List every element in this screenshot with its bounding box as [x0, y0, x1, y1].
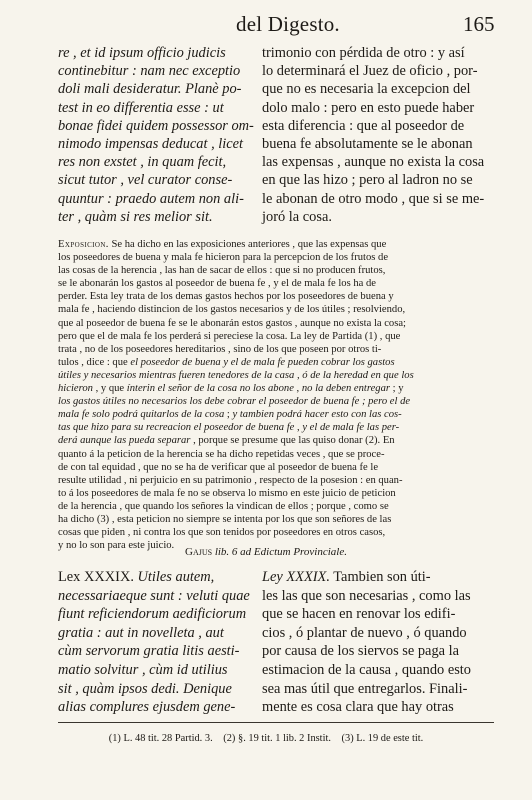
exposicion-line — [58, 421, 496, 434]
spanish-line: joró la cosa. — [262, 208, 332, 225]
exposicion-line — [58, 526, 496, 539]
exposicion-line — [58, 356, 496, 369]
exposicion-run: Se ha dicho en las exposiciones anteriores , que las expensas que — [108, 239, 387, 250]
spanish-line: le abonan de otro modo , que si se me- — [262, 190, 485, 207]
exposicion-run: que al poseedor de buena fe se le abonarán estos gastos , aunque no exista la cosa; — [58, 317, 407, 329]
spanish-line: cios , ó plantar de nuevo , ó quando — [262, 624, 467, 641]
source-author: Gajus — [185, 546, 213, 558]
latin-line: re , et id ipsum officio judicis — [58, 45, 226, 61]
exposicion-line — [58, 303, 496, 316]
exposicion-line — [58, 277, 496, 290]
exposicion-italic-run: ínterin el señor de la cosa no los abone — [126, 383, 294, 395]
running-title: del Digesto. — [236, 12, 340, 36]
exposicion-run: pero que el de mala fe los perderá si pereciese la cosa. La ley de Partida (1) , que — [58, 330, 401, 342]
exposicion-run: cosas que piden , ni contra los que son tenidos por poseedores en otros casos, — [58, 527, 386, 539]
exposicion-run: los poseedores de buena y mala fe hicieron para la percepcion de los frutos de — [58, 252, 389, 264]
spanish-text-top — [262, 44, 492, 226]
spanish-line: las expensas , aunque no exista la cosa — [262, 154, 485, 171]
exposicion-line — [58, 461, 496, 474]
latin-text-bottom — [58, 568, 263, 717]
exposicion-line — [58, 238, 496, 251]
exposicion-run: y no lo son para este juicio. — [58, 540, 175, 552]
exposicion-italic-run: hicieron — [58, 383, 93, 395]
exposicion-line — [58, 448, 496, 461]
footnote: (2) §. 19 tit. 1 lib. 2 Instit. — [223, 733, 331, 744]
latin-line: bonae fidei quidem possessor om- — [58, 117, 254, 134]
spanish-law-heading-line — [262, 568, 494, 587]
latin-text-top — [58, 44, 254, 226]
exposicion-line — [58, 251, 496, 264]
latin-line: test in eo differentia esse : ut — [58, 99, 224, 116]
latin-line: res non exstet , in quam fecit, — [58, 154, 227, 171]
spanish-line: Tambien son úti- — [329, 569, 431, 585]
exposicion-run: mala fe , haciendo distincion de los gastos necesarios y de los útiles ; resolviendo, — [58, 304, 406, 316]
spanish-line: les las que son necesarias , como las — [262, 587, 471, 604]
exposicion-label: Exposicion. — [58, 239, 109, 250]
latin-line: cùm servorum gratia litis aesti- — [58, 643, 240, 660]
exposicion-line — [58, 290, 496, 303]
exposicion-line — [58, 317, 496, 330]
footnote: (3) L. 19 de este tit. — [341, 733, 424, 744]
exposicion-run: resulte utilidad , ni perjuicio en su patrimonio , respecto de la posesion : en quan- — [58, 474, 403, 486]
latin-line: nimodo impensas deducat , licet — [58, 136, 244, 153]
latin-line: fiunt reficiendorum aedificiorum — [58, 606, 247, 623]
exposicion-run: , porque se presume que las quiso donar (2). En — [190, 435, 395, 447]
exposicion-line — [58, 395, 496, 408]
exposicion-line — [58, 330, 496, 343]
exposicion-run: , y que — [92, 383, 127, 395]
exposicion-line — [58, 382, 496, 395]
exposicion-run: , — [293, 383, 302, 395]
exposicion-line — [58, 487, 496, 500]
latin-line: doli mali desideratur. Planè po- — [58, 81, 242, 98]
footnote-rule — [58, 722, 494, 723]
exposicion-italic-run: y tambien podrá hacer esto con las cos- — [232, 409, 402, 421]
source-work: lib. 6 ad Edictum Provinciale. — [212, 546, 347, 558]
exposicion-italic-run: el poseedor de buena y el de mala fe pueden cobrar los gastos — [130, 356, 395, 368]
exposicion-italic-run: útiles y necesarios mientras fueren tenedores de la casa , ó de la heredad en que los — [58, 369, 414, 381]
exposicion-line — [58, 513, 496, 526]
exposicion-line — [58, 369, 496, 382]
exposicion-line — [58, 434, 496, 447]
spanish-text-bottom — [262, 568, 494, 717]
spanish-line: que se hacen en renovar los edifi- — [262, 606, 456, 623]
exposicion-run: ; y — [390, 383, 404, 395]
spanish-line: sea mas útil que entregarlos. Finali- — [262, 680, 468, 697]
exposicion-line — [58, 500, 496, 513]
latin-line: ter , quàm si res melior sit. — [58, 208, 213, 225]
exposicion-run: las cosas de la herencia , las han de sacar de ellos : que si no producen frutos, — [58, 265, 386, 277]
footnote: (1) L. 48 tit. 28 Partid. 3. — [108, 733, 213, 744]
ley-number: Ley XXXIX. — [262, 569, 330, 585]
exposicion-run: quanto á la peticion de la herencia se ha dicho repetidas veces , que se proce- — [58, 448, 385, 460]
exposicion-run: , — [294, 422, 303, 434]
latin-line: Utiles autem, — [133, 569, 215, 585]
lex-number: Lex XXXIX. — [58, 569, 134, 585]
exposicion-italic-run: los gastos útiles no necesarios los debe cobrar el poseedor de buena fe ; pero el de — [58, 396, 411, 408]
latin-law-heading-line — [58, 568, 263, 587]
spanish-line: por causa de los siervos se paga la — [262, 643, 460, 660]
exposicion-run: ha dicho (3) , esta peticion no siempre se intenta por los que son señores de las — [58, 513, 392, 525]
exposicion-run: trata , no de los poseedores hereditarios , sino de los que poseen por otros ti- — [58, 343, 382, 355]
latin-line: alias complures ejusdem gene- — [58, 699, 236, 716]
spanish-line: dolo malo : pero en esto puede haber — [262, 99, 475, 116]
exposicion-run: ; — [224, 409, 233, 421]
exposicion-line — [58, 474, 496, 487]
exposicion-italic-run: tas que hizo para su recreacion el poseedor de buena fe — [58, 422, 295, 434]
spanish-line: en que las hizo ; pero al ladron no se — [262, 172, 473, 189]
exposicion-run: de la herencia , que quando los señores la vindican de ellos ; porque , como se — [58, 500, 389, 512]
exposicion-line — [58, 408, 496, 421]
spanish-line: buena fe absolutamente se le abonan — [262, 136, 473, 153]
exposicion-run: to á los poseedores de mala fe no se observa lo mismo en este juicio de peticion — [58, 487, 396, 499]
latin-line: continebitur : nam nec exceptio — [58, 63, 241, 80]
spanish-line: que no es necesaria la excepcion del — [262, 81, 471, 98]
exposicion-italic-run: derá aunque las pueda separar — [58, 435, 191, 447]
spanish-line: lo determinará el Juez de oficio , por- — [262, 63, 478, 80]
source-citation — [0, 546, 532, 558]
spanish-line: trimonio con pérdida de otro : y así — [262, 45, 465, 61]
exposicion-italic-run: no la deben entregar — [301, 383, 391, 395]
page-number: 165 — [463, 12, 495, 36]
exposicion-line — [58, 343, 496, 356]
exposicion-commentary — [58, 238, 496, 552]
exposicion-italic-run: y el de mala fe las per- — [302, 422, 400, 434]
spanish-line: esta diferencia : que al poseedor de — [262, 117, 465, 134]
spanish-line: mente es cosa clara que hay otras — [262, 699, 454, 716]
running-head — [0, 12, 532, 40]
exposicion-line — [58, 264, 496, 277]
latin-line: necessariaeque sunt : veluti quae — [58, 587, 250, 604]
spanish-line: estimacion de la causa , quando esto — [262, 661, 471, 678]
latin-line: gratia : aut in novelleta , aut — [58, 624, 224, 641]
footnotes — [0, 733, 532, 744]
latin-line: quuntur : praedo autem non ali- — [58, 190, 244, 207]
latin-line: sit , quàm ipsos dedi. Denique — [58, 680, 232, 697]
exposicion-run: tulos , dice : que — [58, 356, 131, 368]
exposicion-run: perder. Esta ley trata de los demas gastos hechos por los poseedores de buena y — [58, 291, 394, 303]
latin-line: matio solvitur , cùm id utilius — [58, 661, 228, 678]
exposicion-run: de con tal equidad , que no se ha de verificar que al poseedor de buena fe le — [58, 461, 379, 473]
latin-line: sicut tutor , vel curator conse- — [58, 172, 233, 189]
exposicion-italic-run: mala fe solo podrá quitarlos de la cosa — [58, 409, 225, 421]
exposicion-run: se le abonarán los gastos al poseedor de buena fe , y el de mala fe los ha de — [58, 278, 376, 290]
